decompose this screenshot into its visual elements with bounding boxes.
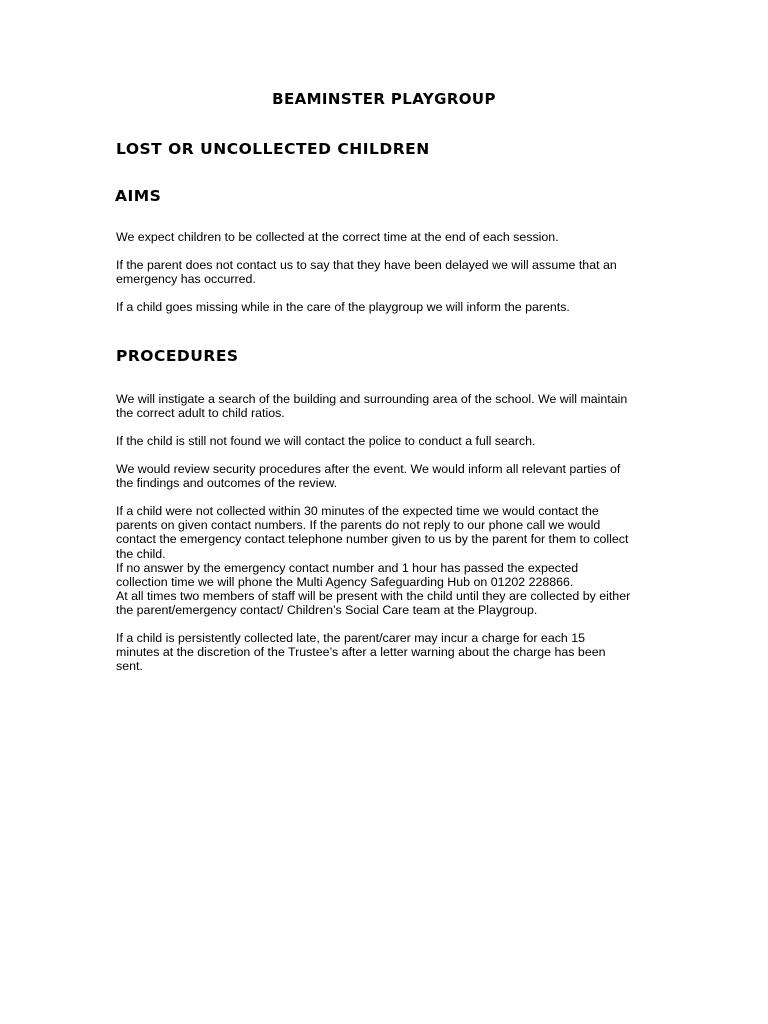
text-line: If a child is persistently collected late, the parent/carer may incur a charge for each 15 — [116, 631, 586, 645]
text-line: If no answer by the emergency contact number and 1 hour has passed the expected — [116, 560, 579, 575]
aims-heading: AIMS — [115, 187, 162, 205]
procedures-paragraph-4 — [116, 504, 676, 618]
aims-paragraph-2 — [116, 258, 676, 286]
text-line: the findings and outcomes of the review. — [116, 476, 338, 491]
text-line: contact the emergency contact telephone number given to us by the parent for them to collect — [116, 532, 629, 547]
text-line: We expect children to be collected at the correct time at the end of each session. — [116, 230, 559, 244]
text-line: If the child is still not found we will contact the police to conduct a full search. — [116, 434, 536, 448]
text-line: the correct adult to child ratios. — [116, 406, 285, 421]
text-line: collection time we will phone the Multi Agency Safeguarding Hub on 01202 228866. — [116, 575, 574, 590]
procedures-paragraph-3 — [116, 462, 676, 490]
text-line: If the parent does not contact us to say that they have been delayed we will assume that an — [116, 258, 617, 272]
text-line: the parent/emergency contact/ Children’s Social Care team at the Playgroup. — [116, 603, 538, 618]
document-subtitle: LOST OR UNCOLLECTED CHILDREN — [116, 140, 430, 158]
text-line: sent. — [116, 659, 143, 674]
aims-paragraph-3 — [116, 300, 676, 314]
text-line: emergency has occurred. — [116, 272, 256, 287]
procedures-paragraph-2 — [116, 434, 676, 448]
procedures-paragraph-5 — [116, 631, 676, 674]
text-line: If a child goes missing while in the care of the playgroup we will inform the parents. — [116, 300, 570, 314]
procedures-paragraph-1 — [116, 392, 676, 420]
text-line: We will instigate a search of the building and surrounding area of the school. We will maintain — [116, 392, 628, 406]
text-line: parents on given contact numbers. If the parents do not reply to our phone call we would — [116, 518, 601, 533]
text-line: We would review security procedures after the event. We would inform all relevant parties of — [116, 462, 621, 476]
document-title: BEAMINSTER PLAYGROUP — [272, 90, 496, 108]
procedures-heading: PROCEDURES — [116, 347, 239, 365]
text-line: If a child were not collected within 30 minutes of the expected time we would contact the — [116, 504, 599, 518]
text-line: the child. — [116, 546, 166, 561]
aims-paragraph-1 — [116, 230, 676, 244]
text-line: minutes at the discretion of the Trustee’s after a letter warning about the charge has been — [116, 645, 606, 660]
text-line: At all times two members of staff will be present with the child until they are collected by either — [116, 589, 631, 604]
